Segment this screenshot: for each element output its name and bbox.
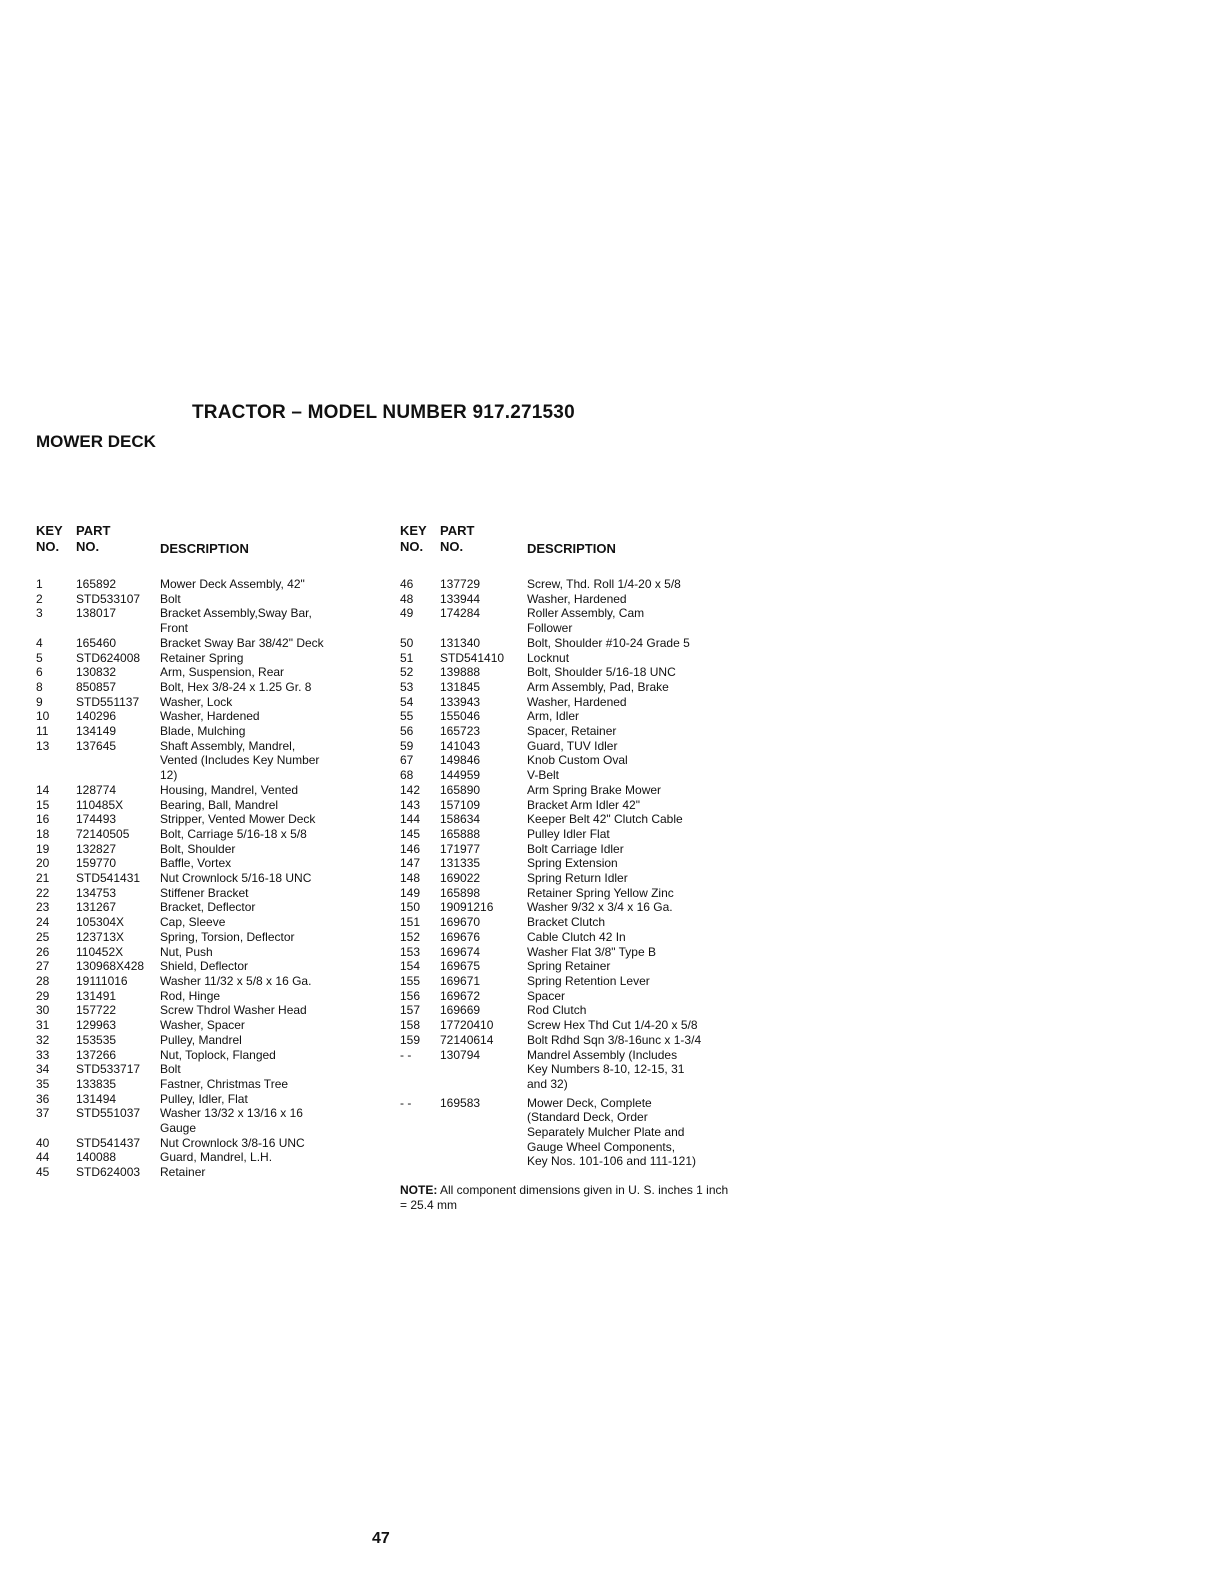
part-description: Spring Retention Lever bbox=[527, 973, 650, 988]
key-number: 144 bbox=[400, 812, 421, 827]
description-header: DESCRIPTION bbox=[160, 541, 249, 556]
dimensions-note bbox=[400, 1183, 730, 1212]
table-row bbox=[400, 1018, 780, 1033]
key-number: 9 bbox=[36, 694, 43, 709]
part-number: 123713X bbox=[76, 929, 125, 944]
part-description: Shaft Assembly, Mandrel, Vented (Includes Key Number 12) bbox=[160, 738, 320, 783]
part-description: Locknut bbox=[527, 650, 570, 665]
table-row bbox=[400, 636, 780, 651]
table-row bbox=[36, 989, 391, 1004]
table-row bbox=[36, 636, 391, 651]
part-description: Spacer, Retainer bbox=[527, 724, 617, 739]
key-number: 68 bbox=[400, 768, 414, 783]
table-row bbox=[400, 606, 780, 635]
table-row bbox=[400, 577, 780, 592]
table-row bbox=[36, 577, 391, 592]
table-row bbox=[36, 959, 391, 974]
part-number: 110485X bbox=[76, 797, 124, 812]
part-number: 17720410 bbox=[440, 1018, 494, 1033]
table-row bbox=[400, 798, 780, 813]
part-description: Bolt, Hex 3/8-24 x 1.25 Gr. 8 bbox=[160, 679, 312, 694]
table-row bbox=[36, 856, 391, 871]
part-number: 169675 bbox=[440, 959, 481, 974]
part-number: 169672 bbox=[440, 988, 481, 1003]
part-number: STD541437 bbox=[76, 1135, 141, 1150]
part-description: Cap, Sleeve bbox=[160, 915, 226, 930]
part-number: 169583 bbox=[440, 1095, 481, 1110]
part-description: Retainer Spring Yellow Zinc bbox=[527, 885, 674, 900]
table-row bbox=[400, 915, 780, 930]
table-row bbox=[400, 709, 780, 724]
part-number: 169674 bbox=[440, 944, 481, 959]
part-no-header: PART NO. bbox=[76, 523, 111, 554]
table-row bbox=[36, 1018, 391, 1033]
part-description: Screw Thdrol Washer Head bbox=[160, 1003, 307, 1018]
key-number: 37 bbox=[36, 1106, 50, 1121]
part-number: 131335 bbox=[440, 856, 481, 871]
part-description: Retainer bbox=[160, 1165, 206, 1180]
part-description: Arm Assembly, Pad, Brake bbox=[527, 679, 669, 694]
part-description: Bracket Arm Idler 42" bbox=[527, 797, 640, 812]
part-number: 174493 bbox=[76, 812, 117, 827]
part-number: 131340 bbox=[440, 635, 481, 650]
key-number: 11 bbox=[36, 724, 49, 739]
part-description: Rod Clutch bbox=[527, 1003, 587, 1018]
column-header bbox=[400, 523, 780, 567]
part-number: 131845 bbox=[440, 679, 481, 694]
part-description: Bracket Sway Bar 38/42" Deck bbox=[160, 635, 324, 650]
key-number: 49 bbox=[400, 606, 414, 621]
part-description: Mower Deck, Complete (Standard Deck, Order Separately Mulcher Plate and Gauge Wheel Components, Key Nos. 101-106 and 111-121) bbox=[527, 1095, 697, 1169]
table-row bbox=[400, 1033, 780, 1048]
part-description: Washer 9/32 x 3/4 x 16 Ga. bbox=[527, 900, 673, 915]
part-number: STD551137 bbox=[76, 694, 140, 709]
part-no-header: PART NO. bbox=[440, 523, 475, 554]
table-row bbox=[36, 974, 391, 989]
key-number: 22 bbox=[36, 885, 50, 900]
key-number: 48 bbox=[400, 591, 414, 606]
table-row bbox=[400, 945, 780, 960]
part-description: Stripper, Vented Mower Deck bbox=[160, 812, 316, 827]
table-row bbox=[400, 695, 780, 710]
key-number: 159 bbox=[400, 1032, 421, 1047]
table-row bbox=[36, 1092, 391, 1107]
key-number: 45 bbox=[36, 1165, 50, 1180]
part-description: Washer, Spacer bbox=[160, 1018, 245, 1033]
key-number: 1 bbox=[36, 577, 43, 591]
key-number: 30 bbox=[36, 1003, 50, 1018]
key-number: 6 bbox=[36, 665, 43, 680]
key-number: 25 bbox=[36, 929, 50, 944]
part-description: Housing, Mandrel, Vented bbox=[160, 782, 299, 797]
part-number: 133835 bbox=[76, 1076, 117, 1091]
part-description: Washer Flat 3/8" Type B bbox=[527, 944, 656, 959]
part-number: 131267 bbox=[76, 900, 117, 915]
table-row bbox=[36, 871, 391, 886]
part-number: 134149 bbox=[76, 724, 117, 739]
key-number: 2 bbox=[36, 591, 43, 606]
table-row bbox=[36, 827, 391, 842]
key-number: 150 bbox=[400, 900, 421, 915]
table-row bbox=[36, 724, 391, 739]
part-description: Fastner, Christmas Tree bbox=[160, 1076, 289, 1091]
key-number: 27 bbox=[36, 959, 50, 974]
table-row bbox=[36, 665, 391, 680]
part-description: Arm, Idler bbox=[527, 709, 580, 724]
table-row bbox=[36, 1033, 391, 1048]
part-number: 850857 bbox=[76, 679, 117, 694]
part-number: 72140614 bbox=[440, 1032, 494, 1047]
part-number: 133944 bbox=[440, 591, 481, 606]
part-description: Screw Hex Thd Cut 1/4-20 x 5/8 bbox=[527, 1018, 698, 1033]
part-number: 169669 bbox=[440, 1003, 481, 1018]
key-number: 23 bbox=[36, 900, 50, 915]
part-description: Retainer Spring bbox=[160, 650, 244, 665]
part-number: 128774 bbox=[76, 782, 117, 797]
table-row bbox=[400, 1096, 780, 1170]
part-number: 139888 bbox=[440, 665, 481, 680]
table-row bbox=[400, 724, 780, 739]
part-number: 155046 bbox=[440, 709, 481, 724]
key-number: 51 bbox=[400, 650, 414, 665]
part-description: Pulley, Idler, Flat bbox=[160, 1091, 248, 1106]
part-description: Guard, TUV Idler bbox=[527, 738, 618, 753]
key-number: 15 bbox=[36, 797, 50, 812]
note-label: NOTE: bbox=[400, 1183, 438, 1198]
part-number: 137645 bbox=[76, 738, 117, 753]
table-row bbox=[36, 709, 391, 724]
key-number: 28 bbox=[36, 973, 50, 988]
table-row bbox=[400, 739, 780, 754]
table-row bbox=[36, 930, 391, 945]
table-row bbox=[36, 1077, 391, 1092]
part-number: 19111016 bbox=[76, 973, 128, 988]
key-number: 26 bbox=[36, 944, 50, 959]
part-description: Bolt, Carriage 5/16-18 x 5/8 bbox=[160, 826, 307, 841]
table-row bbox=[400, 930, 780, 945]
part-description: Knob Custom Oval bbox=[527, 753, 628, 768]
table-row bbox=[400, 959, 780, 974]
table-row bbox=[36, 1150, 391, 1165]
part-description: Pulley, Mandrel bbox=[160, 1032, 242, 1047]
parts-list-right bbox=[400, 577, 780, 1169]
key-number: 149 bbox=[400, 885, 421, 900]
key-number: 44 bbox=[36, 1150, 50, 1165]
part-number: 129963 bbox=[76, 1018, 117, 1033]
part-description: Keeper Belt 42" Clutch Cable bbox=[527, 812, 683, 827]
part-number: 138017 bbox=[76, 606, 117, 621]
table-row bbox=[400, 871, 780, 886]
key-number: 67 bbox=[400, 753, 414, 768]
part-description: Bolt bbox=[160, 1062, 181, 1077]
part-number: 174284 bbox=[440, 606, 481, 621]
table-row bbox=[36, 900, 391, 915]
part-number: 165890 bbox=[440, 782, 481, 797]
table-row bbox=[36, 842, 391, 857]
part-description: Washer, Hardened bbox=[160, 709, 260, 724]
key-number: 55 bbox=[400, 709, 414, 724]
table-row bbox=[400, 651, 780, 666]
key-number: 145 bbox=[400, 826, 421, 841]
part-number: 169022 bbox=[440, 871, 481, 886]
part-number: 157722 bbox=[76, 1003, 117, 1018]
key-number: 33 bbox=[36, 1047, 50, 1062]
part-description: Spring Retainer bbox=[527, 959, 611, 974]
table-row bbox=[400, 886, 780, 901]
part-number: 169676 bbox=[440, 929, 481, 944]
part-number: 149846 bbox=[440, 753, 481, 768]
table-row bbox=[400, 768, 780, 783]
key-number: 152 bbox=[400, 929, 421, 944]
key-number: 155 bbox=[400, 973, 421, 988]
part-number: STD624003 bbox=[76, 1165, 141, 1180]
part-description: Blade, Mulching bbox=[160, 724, 246, 739]
part-number: 72140505 bbox=[76, 826, 130, 841]
part-description: Bolt, Shoulder 5/16-18 UNC bbox=[527, 665, 676, 680]
part-description: Nut Crownlock 5/16-18 UNC bbox=[160, 871, 312, 886]
key-number: 20 bbox=[36, 856, 50, 871]
part-description: Nut, Push bbox=[160, 944, 213, 959]
table-row bbox=[36, 1106, 391, 1135]
key-number: 46 bbox=[400, 577, 414, 591]
key-number: 19 bbox=[36, 841, 50, 856]
table-row bbox=[36, 1062, 391, 1077]
part-number: STD533107 bbox=[76, 591, 141, 606]
table-row bbox=[36, 945, 391, 960]
key-number: 8 bbox=[36, 679, 43, 694]
part-number: 169670 bbox=[440, 915, 481, 930]
part-description: Mandrel Assembly (Includes Key Numbers 8-10, 12-15, 31 and 32) bbox=[527, 1047, 685, 1091]
part-number: 132827 bbox=[76, 841, 117, 856]
part-number: STD551037 bbox=[76, 1106, 141, 1121]
table-row bbox=[36, 651, 391, 666]
key-number: 52 bbox=[400, 665, 414, 680]
part-number: 130794 bbox=[440, 1047, 481, 1062]
key-number: 3 bbox=[36, 606, 43, 621]
part-number: 141043 bbox=[440, 738, 481, 753]
part-description: Washer, Hardened bbox=[527, 694, 627, 709]
part-number: 165460 bbox=[76, 635, 117, 650]
part-description: Shield, Deflector bbox=[160, 959, 249, 974]
description-header: DESCRIPTION bbox=[527, 541, 616, 556]
part-description: Bolt Rdhd Sqn 3/8-16unc x 1-3/4 bbox=[527, 1032, 702, 1047]
key-number: 34 bbox=[36, 1062, 50, 1077]
part-description: Washer, Lock bbox=[160, 694, 233, 709]
key-number: 56 bbox=[400, 724, 414, 739]
part-number: 137266 bbox=[76, 1047, 117, 1062]
part-description: Arm, Suspension, Rear bbox=[160, 665, 285, 680]
key-number: 29 bbox=[36, 988, 50, 1003]
parts-column-left bbox=[36, 523, 391, 1180]
key-no-header: KEY NO. bbox=[400, 523, 427, 554]
key-number: 54 bbox=[400, 694, 414, 709]
table-row bbox=[400, 665, 780, 680]
table-row bbox=[400, 842, 780, 857]
part-description: Spring Extension bbox=[527, 856, 618, 871]
part-number: 105304X bbox=[76, 915, 125, 930]
parts-column-right bbox=[400, 523, 780, 1213]
part-number: 159770 bbox=[76, 856, 117, 871]
part-number: 165892 bbox=[76, 577, 117, 591]
table-row bbox=[36, 812, 391, 827]
column-header bbox=[36, 523, 391, 567]
part-number: 133943 bbox=[440, 694, 481, 709]
table-row bbox=[36, 1136, 391, 1151]
part-description: Cable Clutch 42 In bbox=[527, 929, 626, 944]
section-title: MOWER DECK bbox=[36, 432, 156, 451]
table-row bbox=[36, 783, 391, 798]
key-number: 18 bbox=[36, 826, 50, 841]
page-title: TRACTOR – MODEL NUMBER 917.271530 bbox=[192, 402, 575, 423]
page-number: 47 bbox=[372, 1530, 390, 1547]
part-description: Roller Assembly, Cam Follower bbox=[527, 606, 645, 636]
key-number: 142 bbox=[400, 782, 421, 797]
part-description: V-Belt bbox=[527, 768, 560, 783]
part-description: Guard, Mandrel, L.H. bbox=[160, 1150, 273, 1165]
table-row bbox=[36, 886, 391, 901]
part-description: Bolt, Shoulder #10-24 Grade 5 bbox=[527, 635, 690, 650]
key-number: 53 bbox=[400, 679, 414, 694]
part-description: Washer 13/32 x 13/16 x 16 Gauge bbox=[160, 1106, 303, 1136]
part-number: 144959 bbox=[440, 768, 481, 783]
part-description: Spring Return Idler bbox=[527, 871, 628, 886]
table-row bbox=[400, 974, 780, 989]
key-number: 153 bbox=[400, 944, 421, 959]
key-number: - - bbox=[400, 1095, 412, 1110]
table-row bbox=[36, 798, 391, 813]
table-row bbox=[36, 1048, 391, 1063]
key-number: 31 bbox=[36, 1018, 50, 1033]
table-row bbox=[36, 592, 391, 607]
part-description: Bolt bbox=[160, 591, 181, 606]
table-row bbox=[36, 606, 391, 635]
table-row bbox=[400, 989, 780, 1004]
table-row bbox=[36, 680, 391, 695]
part-number: 131494 bbox=[76, 1091, 117, 1106]
key-number: 143 bbox=[400, 797, 421, 812]
table-row bbox=[400, 783, 780, 798]
key-number: 50 bbox=[400, 635, 414, 650]
key-number: 32 bbox=[36, 1032, 50, 1047]
key-number: 151 bbox=[400, 915, 421, 930]
key-number: 59 bbox=[400, 738, 414, 753]
key-number: 147 bbox=[400, 856, 421, 871]
key-number: 157 bbox=[400, 1003, 421, 1018]
part-number: 110452X bbox=[76, 944, 124, 959]
part-number: 158634 bbox=[440, 812, 481, 827]
part-description: Washer, Hardened bbox=[527, 591, 627, 606]
part-number: 140088 bbox=[76, 1150, 117, 1165]
table-row bbox=[36, 1003, 391, 1018]
part-description: Bracket Assembly,Sway Bar, Front bbox=[160, 606, 312, 636]
part-number: STD541410 bbox=[440, 650, 505, 665]
part-description: Stiffener Bracket bbox=[160, 885, 249, 900]
part-description: Spacer bbox=[527, 988, 566, 1003]
part-description: Pulley Idler Flat bbox=[527, 826, 610, 841]
key-number: 158 bbox=[400, 1018, 421, 1033]
part-number: 169671 bbox=[440, 973, 481, 988]
part-description: Bracket Clutch bbox=[527, 915, 606, 930]
part-description: Bracket, Deflector bbox=[160, 900, 256, 915]
part-description: Rod, Hinge bbox=[160, 988, 221, 1003]
table-row bbox=[400, 592, 780, 607]
part-number: 130832 bbox=[76, 665, 117, 680]
part-number: 140296 bbox=[76, 709, 117, 724]
key-number: 13 bbox=[36, 738, 50, 753]
table-row bbox=[400, 900, 780, 915]
key-number: 146 bbox=[400, 841, 421, 856]
key-number: 36 bbox=[36, 1091, 50, 1106]
table-row bbox=[400, 812, 780, 827]
part-description: Washer 11/32 x 5/8 x 16 Ga. bbox=[160, 973, 312, 988]
table-row bbox=[36, 915, 391, 930]
parts-list-left bbox=[36, 577, 391, 1180]
part-number: 165723 bbox=[440, 724, 481, 739]
key-number: 40 bbox=[36, 1135, 50, 1150]
part-description: Nut, Toplock, Flanged bbox=[160, 1047, 276, 1062]
note-text: All component dimensions given in U. S. inches 1 inch = 25.4 mm bbox=[400, 1183, 729, 1212]
table-row bbox=[400, 680, 780, 695]
part-number: 171977 bbox=[440, 841, 481, 856]
key-number: 35 bbox=[36, 1076, 50, 1091]
part-description: Nut Crownlock 3/8-16 UNC bbox=[160, 1135, 305, 1150]
table-row bbox=[400, 1048, 780, 1092]
key-number: 16 bbox=[36, 812, 50, 827]
part-number: 165888 bbox=[440, 826, 481, 841]
part-description: Screw, Thd. Roll 1/4-20 x 5/8 bbox=[527, 577, 681, 591]
table-row bbox=[400, 753, 780, 768]
part-number: 19091216 bbox=[440, 900, 494, 915]
part-description: Arm Spring Brake Mower bbox=[527, 782, 662, 797]
key-number: 148 bbox=[400, 871, 421, 886]
part-number: 130968X428 bbox=[76, 959, 145, 974]
table-row bbox=[36, 1165, 391, 1180]
key-number: 21 bbox=[36, 871, 50, 886]
part-number: STD533717 bbox=[76, 1062, 141, 1077]
part-description: Spring, Torsion, Deflector bbox=[160, 929, 295, 944]
part-number: 137729 bbox=[440, 577, 481, 591]
part-number: STD541431 bbox=[76, 871, 141, 886]
table-row bbox=[400, 1003, 780, 1018]
table-row bbox=[400, 856, 780, 871]
part-number: 165898 bbox=[440, 885, 481, 900]
table-row bbox=[36, 739, 391, 783]
key-number: 4 bbox=[36, 635, 43, 650]
key-number: 14 bbox=[36, 782, 50, 797]
part-description: Bolt, Shoulder bbox=[160, 841, 236, 856]
key-number: 24 bbox=[36, 915, 50, 930]
part-number: STD624008 bbox=[76, 650, 141, 665]
part-number: 131491 bbox=[76, 988, 117, 1003]
part-number: 153535 bbox=[76, 1032, 117, 1047]
key-number: - - bbox=[400, 1047, 412, 1062]
key-number: 5 bbox=[36, 650, 43, 665]
part-description: Baffle, Vortex bbox=[160, 856, 232, 871]
key-number: 10 bbox=[36, 709, 50, 724]
key-no-header: KEY NO. bbox=[36, 523, 63, 554]
table-row bbox=[36, 695, 391, 710]
part-description: Bearing, Ball, Mandrel bbox=[160, 797, 279, 812]
table-row bbox=[400, 827, 780, 842]
part-number: 157109 bbox=[440, 797, 481, 812]
part-description: Bolt Carriage Idler bbox=[527, 841, 624, 856]
key-number: 156 bbox=[400, 988, 421, 1003]
key-number: 154 bbox=[400, 959, 421, 974]
part-number: 134753 bbox=[76, 885, 117, 900]
part-description: Mower Deck Assembly, 42" bbox=[160, 577, 305, 591]
